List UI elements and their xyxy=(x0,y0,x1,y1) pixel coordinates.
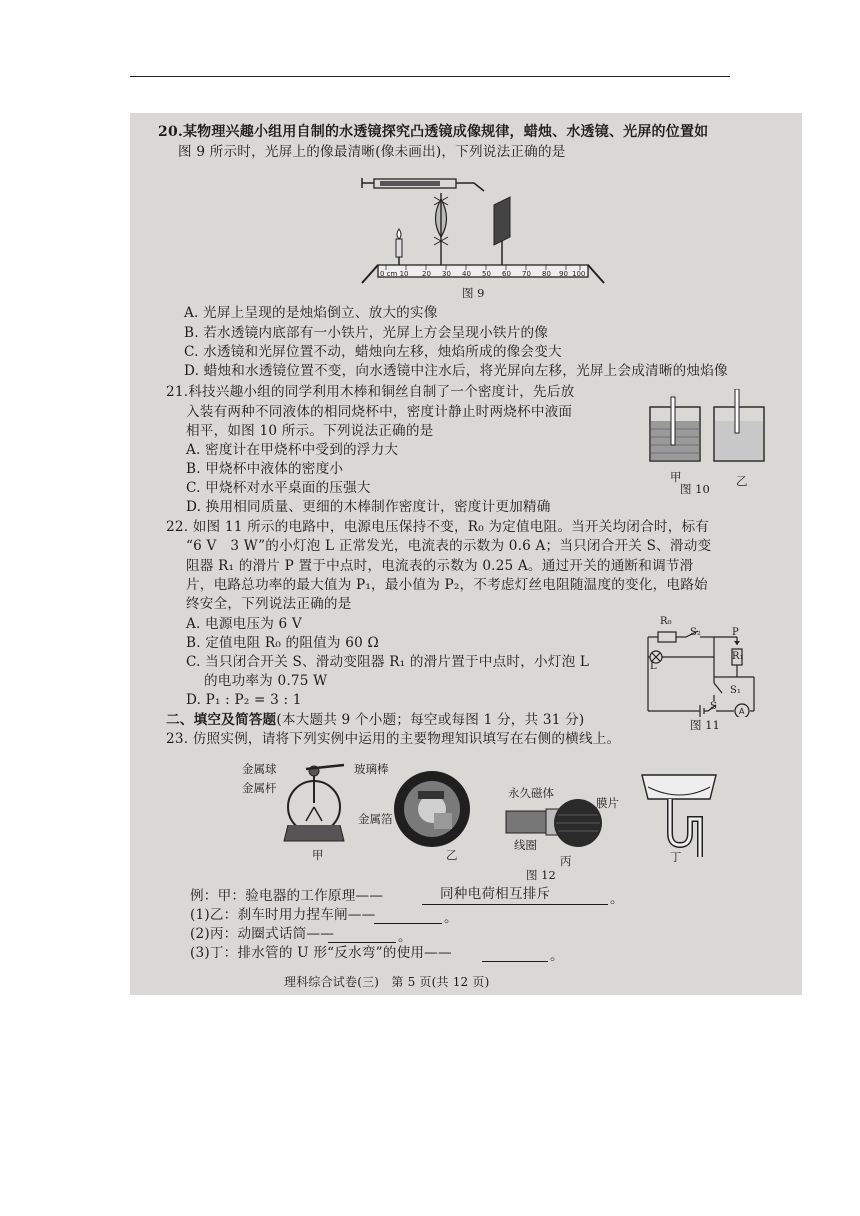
q23-example-line xyxy=(190,887,383,905)
circuit-label-s: S xyxy=(710,701,717,712)
circuit-label-r0: R₀ xyxy=(660,616,672,627)
exam-page-photo xyxy=(130,113,802,995)
q23-item-3: (3)丁：排水管的 U 形“反水弯”的使用—— xyxy=(190,945,452,961)
label-metal-rod: 金属杆 xyxy=(242,781,277,795)
answer-blank-3 xyxy=(482,961,548,962)
example-answer: 同种电荷相互排斥 xyxy=(440,886,551,902)
ruler-mark: 70 xyxy=(522,270,531,278)
ruler-mark: 30 xyxy=(442,270,451,278)
ruler-mark: 80 xyxy=(542,270,551,278)
q22-option-b: B. 定值电阻 R₀ 的阻值为 60 Ω xyxy=(186,635,379,651)
item-1-period: 。 xyxy=(444,910,458,926)
circuit-label-r1: R₁ xyxy=(732,651,744,662)
circuit-label-s1: S₁ xyxy=(730,685,741,696)
label-ding: 丁 xyxy=(670,850,682,864)
q21-option-b: B. 甲烧杯中液体的密度小 xyxy=(186,461,344,477)
label-jia: 甲 xyxy=(312,848,324,862)
q22-stem-line1: 22. 如图 11 所示的电路中，电源电压保持不变，R₀ 为定值电阻。当开关均闭合时，标有 xyxy=(166,519,710,535)
beaker-label-jia: 甲 xyxy=(670,470,682,484)
label-glass-rod: 玻璃棒 xyxy=(354,762,389,776)
figure-10-beakers xyxy=(644,389,774,469)
figure-9-optical-bench xyxy=(358,175,608,285)
q23-item-2: (2)丙：动圈式话筒—— xyxy=(190,926,334,942)
q22-stem-line3: 阻器 R₁ 的滑片 P 置于中点时，电流表的示数为 0.25 A。通过开关的通断和调节滑 xyxy=(186,558,694,574)
figure-11-caption: 图 11 xyxy=(690,718,720,732)
top-rule xyxy=(130,76,730,77)
answer-blank-1 xyxy=(374,923,442,924)
q20-stem-line2: 图 9 所示时，光屏上的像最清晰(像未画出)，下列说法正确的是 xyxy=(178,144,566,160)
q20-option-a: A. 光屏上呈现的是烛焰倒立、放大的实像 xyxy=(184,305,438,321)
section-2-heading: 二、填空及简答题 xyxy=(166,712,277,728)
answer-blank-2 xyxy=(328,942,396,943)
ruler-mark: 90 xyxy=(559,270,568,278)
q20-option-b: B. 若水透镜内底部有一小铁片，光屏上方会呈现小铁片的像 xyxy=(184,325,549,341)
example-prefix: 例：甲：验电器的工作原理—— xyxy=(190,888,384,904)
label-magnet: 永久磁体 xyxy=(508,786,554,800)
label-bing: 丙 xyxy=(560,854,572,868)
q21-option-d: D. 换用相同质量、更细的木棒制作密度计，密度计更加精确 xyxy=(186,499,551,515)
example-answer-line xyxy=(422,904,608,905)
q22-stem-line5: 终安全，下列说法正确的是 xyxy=(186,596,352,612)
figure-12-ding-drain-trap xyxy=(640,773,720,857)
label-membrane: 膜片 xyxy=(596,796,619,810)
circuit-label-l: L xyxy=(650,661,657,672)
figure-12-caption: 图 12 xyxy=(526,868,556,882)
q21-option-a: A. 密度计在甲烧杯中受到的浮力大 xyxy=(186,442,399,458)
q22-stem-line2: “6 V 3 W”的小灯泡 L 正常发光，电流表的示数为 0.6 A；当只闭合开关 S、滑动变 xyxy=(186,538,712,554)
circuit-label-p: P xyxy=(732,627,739,638)
label-coil: 线圈 xyxy=(514,838,537,852)
ruler-mark: 100 xyxy=(572,270,586,278)
item-3-period: 。 xyxy=(550,948,564,964)
ruler-mark: 0 cm 10 xyxy=(380,270,409,278)
q22-option-d: D. P₁ : P₂ = 3 : 1 xyxy=(186,692,302,708)
q21-stem-line1: 21.科技兴趣小组的同学利用木棒和铜丝自制了一个密度计，先后放 xyxy=(166,384,575,400)
figure-10-caption: 图 10 xyxy=(680,482,710,496)
q22-stem-line4: 片，电路总功率的最大值为 P₁，最小值为 P₂，不考虑灯丝电阻随温度的变化，电路始 xyxy=(186,577,708,593)
q21-stem-line3: 相平，如图 10 所示。下列说法正确的是 xyxy=(186,423,434,439)
q20-stem-line1: 20.某物理兴趣小组用自制的水透镜探究凸透镜成像规律，蜡烛、水透镜、光屏的位置如 xyxy=(158,124,709,140)
q21-stem-line2: 入装有两种不同液体的相同烧杯中，密度计静止时两烧杯中液面 xyxy=(186,404,573,420)
q23-item-1: (1)乙：刹车时用力捏车闸—— xyxy=(190,907,376,923)
q22-option-c-cont: 的电功率为 0.75 W xyxy=(204,673,328,689)
label-metal-ball: 金属球 xyxy=(242,762,277,776)
ammeter-symbol: A xyxy=(739,707,745,716)
item-2-period: 。 xyxy=(398,929,412,945)
beaker-label-yi: 乙 xyxy=(736,474,748,488)
circuit-label-s2: S₂ xyxy=(690,627,701,638)
section-2-note: (本大题共 9 个小题；每空或每图 1 分，共 31 分) xyxy=(276,712,585,728)
section-2-header xyxy=(166,711,584,729)
example-period: 。 xyxy=(610,891,624,907)
ruler-mark: 40 xyxy=(462,270,471,278)
q20-option-c: C. 水透镜和光屏位置不动，蜡烛向左移，烛焰所成的像会变大 xyxy=(184,344,562,360)
ruler-mark: 20 xyxy=(422,270,431,278)
q23-stem: 23. 仿照实例，请将下列实例中运用的主要物理知识填写在右侧的横线上。 xyxy=(166,731,621,747)
figure-12-yi-bike-brake xyxy=(388,769,488,853)
page-footer: 理科综合试卷(三) 第 5 页(共 12 页) xyxy=(284,975,490,989)
label-yi: 乙 xyxy=(446,848,458,862)
ruler-mark: 50 xyxy=(482,270,491,278)
label-metal-foil: 金属箔 xyxy=(358,812,393,826)
ruler-mark: 60 xyxy=(502,270,511,278)
q22-option-c: C. 当只闭合开关 S、滑动变阻器 R₁ 的滑片置于中点时，小灯泡 L xyxy=(186,654,590,670)
figure-9-caption: 图 9 xyxy=(462,286,485,300)
q22-option-a: A. 电源电压为 6 V xyxy=(186,616,302,632)
q20-option-d: D. 蜡烛和水透镜位置不变，向水透镜中注水后，将光屏向左移，光屏上会成清晰的烛焰像 xyxy=(184,363,728,379)
q21-option-c: C. 甲烧杯对水平桌面的压强大 xyxy=(186,480,371,496)
